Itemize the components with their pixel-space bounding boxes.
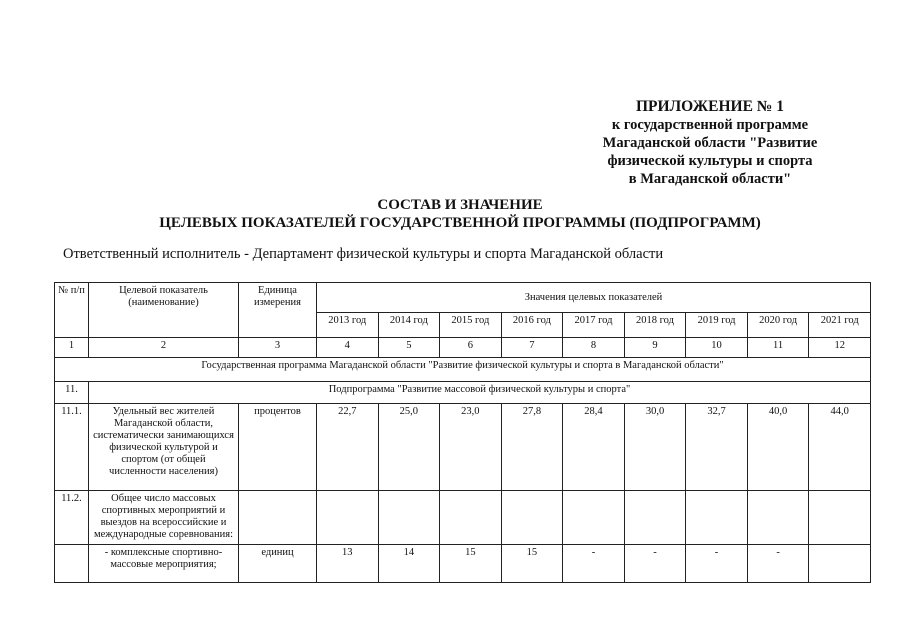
column-number: 1 xyxy=(55,338,89,358)
row-value: 15 xyxy=(501,545,563,583)
column-number: 5 xyxy=(378,338,440,358)
responsible-executor: Ответственный исполнитель - Департамент физической культуры и спорта Магаданской области xyxy=(63,246,664,262)
header-year: 2014 год xyxy=(378,313,440,338)
row-value: 25,0 xyxy=(378,404,440,491)
header-row xyxy=(55,283,871,313)
indicators-table xyxy=(54,282,871,583)
row-value: 44,0 xyxy=(809,404,871,491)
column-numbers-row xyxy=(55,338,871,358)
header-values-group: Значения целевых показателей xyxy=(317,283,871,313)
row-value xyxy=(624,491,686,545)
header-year: 2013 год xyxy=(317,313,379,338)
row-indicator: - комплексные спортивно-массовые мероприятия; xyxy=(89,545,239,583)
document-title xyxy=(140,196,780,232)
header-year: 2017 год xyxy=(563,313,625,338)
row-value: - xyxy=(563,545,625,583)
row-value xyxy=(501,491,563,545)
row-indicator: Общее число массовых спортивных мероприятий и выездов на всероссийские и международные соревнования: xyxy=(89,491,239,545)
appendix-line: к государственной программе xyxy=(611,117,809,133)
row-value: - xyxy=(624,545,686,583)
row-value: - xyxy=(747,545,809,583)
program-title: Государственная программа Магаданской области "Развитие физической культуры и спорта в Магаданской области" xyxy=(55,358,871,382)
row-value: 40,0 xyxy=(747,404,809,491)
table-row xyxy=(55,404,871,491)
column-number: 4 xyxy=(317,338,379,358)
column-number: 2 xyxy=(89,338,239,358)
row-value: 23,0 xyxy=(440,404,502,491)
column-number: 8 xyxy=(563,338,625,358)
row-value xyxy=(809,545,871,583)
row-value: 32,7 xyxy=(686,404,748,491)
column-number: 6 xyxy=(440,338,502,358)
row-value xyxy=(563,491,625,545)
header-year: 2021 год xyxy=(809,313,871,338)
row-value xyxy=(747,491,809,545)
appendix-title: ПРИЛОЖЕНИЕ № 1 xyxy=(636,98,784,115)
row-value xyxy=(317,491,379,545)
row-indicator: Удельный вес жителей Магаданской области, систематически занимающихся физической культурой и спортом (от общей численности населения) xyxy=(89,404,239,491)
row-value: 15 xyxy=(440,545,502,583)
row-value: 14 xyxy=(378,545,440,583)
header-unit: Единица измерения xyxy=(239,283,317,338)
subprogram-title: Подпрограмма "Развитие массовой физической культуры и спорта" xyxy=(89,382,871,404)
row-unit xyxy=(239,491,317,545)
row-unit: процентов xyxy=(239,404,317,491)
appendix-line: Магаданской области "Развитие xyxy=(602,135,818,151)
column-number: 12 xyxy=(809,338,871,358)
column-number: 3 xyxy=(239,338,317,358)
appendix-line: физической культуры и спорта xyxy=(607,153,813,169)
row-num: 11.2. xyxy=(55,491,89,545)
subprogram-num: 11. xyxy=(55,382,89,404)
row-value: 13 xyxy=(317,545,379,583)
header-year: 2019 год xyxy=(686,313,748,338)
table-row xyxy=(55,491,871,545)
column-number: 10 xyxy=(686,338,748,358)
appendix-line: в Магаданской области" xyxy=(628,171,792,187)
document-title-line2: ЦЕЛЕВЫХ ПОКАЗАТЕЛЕЙ ГОСУДАРСТВЕННОЙ ПРОГРАММЫ (ПОДПРОГРАММ) xyxy=(159,215,761,231)
document-title-line1: СОСТАВ И ЗНАЧЕНИЕ xyxy=(377,197,543,213)
column-number: 7 xyxy=(501,338,563,358)
row-value: 28,4 xyxy=(563,404,625,491)
subprogram-row xyxy=(55,382,871,404)
row-value xyxy=(686,491,748,545)
row-value: - xyxy=(686,545,748,583)
header-num: № п/п xyxy=(55,283,89,338)
header-year: 2016 год xyxy=(501,313,563,338)
table-row xyxy=(55,545,871,583)
row-num: 11.1. xyxy=(55,404,89,491)
appendix-block xyxy=(560,98,860,188)
program-row xyxy=(55,358,871,382)
row-value: 30,0 xyxy=(624,404,686,491)
row-value: 27,8 xyxy=(501,404,563,491)
row-value xyxy=(809,491,871,545)
header-indicator: Целевой показатель (наименование) xyxy=(89,283,239,338)
header-year: 2020 год xyxy=(747,313,809,338)
header-year: 2015 год xyxy=(440,313,502,338)
column-number: 11 xyxy=(747,338,809,358)
row-value xyxy=(378,491,440,545)
row-unit: единиц xyxy=(239,545,317,583)
row-value: 22,7 xyxy=(317,404,379,491)
header-year: 2018 год xyxy=(624,313,686,338)
row-num xyxy=(55,545,89,583)
row-value xyxy=(440,491,502,545)
column-number: 9 xyxy=(624,338,686,358)
